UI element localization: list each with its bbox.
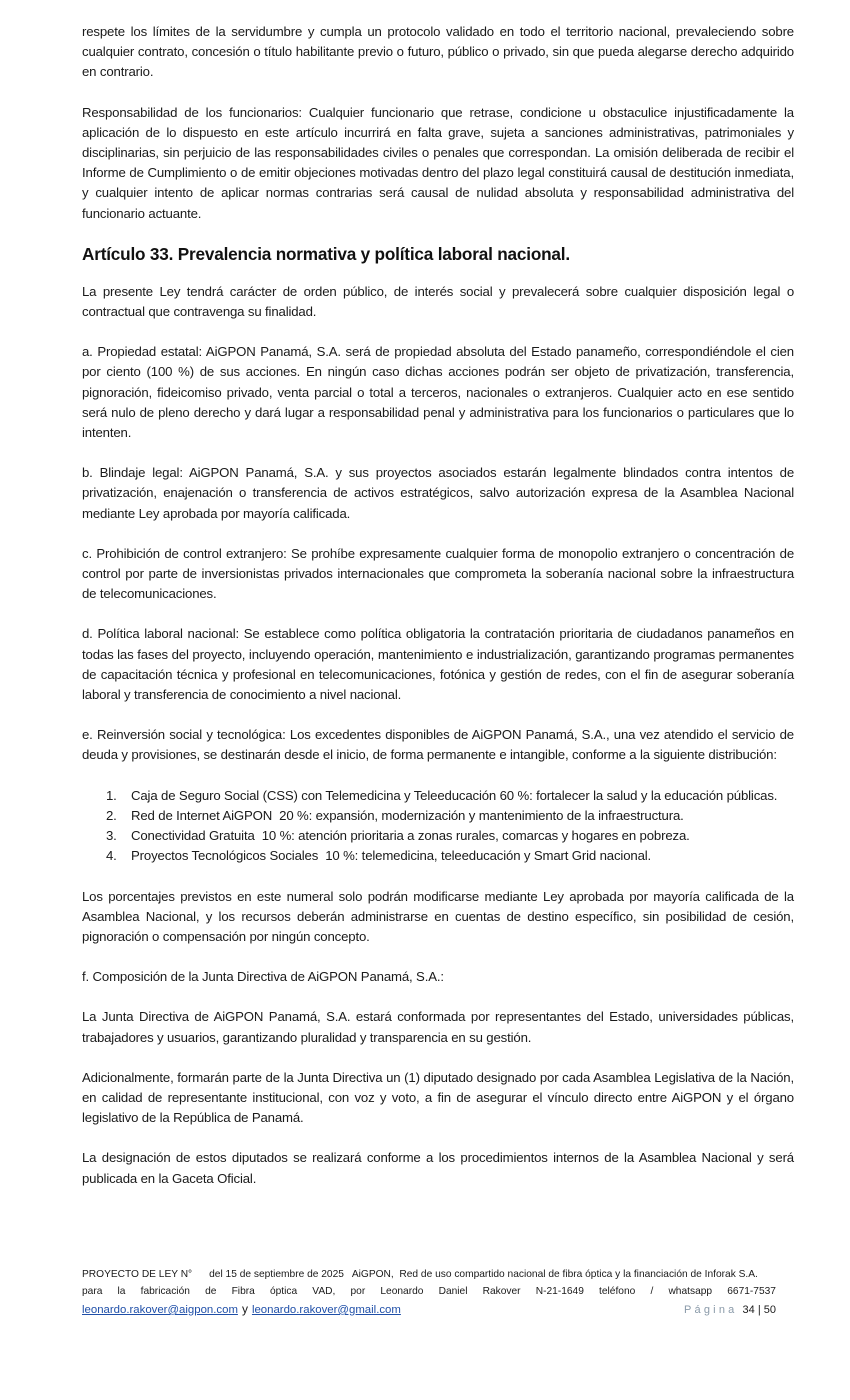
spacer: [82, 83, 794, 103]
footer-word: N-21-1649: [535, 1285, 584, 1297]
paragraph-responsabilidad: Responsabilidad de los funcionarios: Cualquier funcionario que retrase, condicione u obstaculice injustificadamente la aplicación de lo dispuesto en este artículo incurrirá en falta grave, sujeta a sanciones administrativas, patrimoniales y disciplinarias, sin perjuicio de las responsabilidades civiles o penales que correspondan. La omisión deliberada de recibir el Informe de Cumplimiento o de emitir objeciones motivadas dentro del plazo legal constituirá causal de destitución inmediata, y cualquier intento de aplicar normas contrarias será causal de nulidad absoluta y responsabilidad administrativa del funcionario actuante.: [82, 104, 794, 221]
footer-word: 6671-7537: [727, 1285, 776, 1297]
footer-word: Daniel: [438, 1285, 468, 1297]
list-item: [82, 786, 794, 806]
list-item-text: Caja de Seguro Social (CSS) con Telemedicina y Teleeducación 60 %: fortalecer la salud y la educación públicas.: [131, 787, 778, 803]
junta-composition: La Junta Directiva de AiGPON Panamá, S.A. estará conformada por representantes del Estado, universidades públicas, trabajadores y usuarios, garantizando pluralidad y transparencia en su gestión.: [82, 1009, 794, 1045]
footer-word: Rakover: [482, 1285, 521, 1297]
email-link-aigpon[interactable]: leonardo.rakover@aigpon.com: [82, 1304, 238, 1316]
page-total: 50: [763, 1304, 776, 1316]
section-f-junta-directiva: f. Composición de la Junta Directiva de AiGPON Panamá, S.A.:: [82, 969, 444, 985]
footer-word: por: [350, 1285, 366, 1297]
email-separator: y: [241, 1302, 248, 1316]
footer-project-line: PROYECTO DE LEY N° del 15 de septiembre de 2025 AiGPON, Red de uso compartido nacional de fibra óptica y la financiación de Inforak S.A.: [82, 1269, 758, 1280]
list-item-text: Proyectos Tecnológicos Sociales 10 %: telemedicina, teleeducación y Smart Grid nacional.: [131, 848, 652, 864]
footer-author-line: [82, 1284, 776, 1301]
page-label: Página: [684, 1304, 738, 1316]
paragraph-servidumbre: respete los límites de la servidumbre y cumpla un protocolo validado en todo el territorio nacional, prevaleciendo sobre cualquier contrato, concesión o título habilitante previo o futuro, público o privado, sin que pueda alegarse derecho adquirido en contrario.: [82, 24, 794, 80]
footer-emails: [82, 1301, 401, 1320]
spacer: [82, 766, 794, 786]
page-divider: |: [757, 1304, 761, 1316]
footer-word: whatsapp: [668, 1285, 713, 1297]
spacer: [82, 705, 794, 725]
spacer: [82, 604, 794, 624]
document-page: [82, 22, 794, 1189]
section-c-control-extranjero: c. Prohibición de control extranjero: Se prohíbe expresamente cualquier forma de monopolio extranjero o concentración de control por parte de inversionistas privados internacionales que comprometa la soberanía nacional sobre la infraestructura de telecomunicaciones.: [82, 545, 794, 602]
footer-word: la: [117, 1285, 126, 1297]
list-item-text: Red de Internet AiGPON 20 %: expansión, modernización y mantenimiento de la infraestructura.: [131, 807, 684, 823]
junta-designacion: La designación de estos diputados se realizará conforme a los procedimientos internos de la Asamblea Nacional y será publicada en la Gaceta Oficial.: [82, 1150, 794, 1186]
spacer: [82, 322, 794, 342]
spacer: [82, 867, 794, 887]
footer-word: fabricación: [140, 1285, 190, 1297]
spacer: [82, 1128, 794, 1148]
list-item: [82, 806, 794, 826]
article-intro: La presente Ley tendrá carácter de orden público, de interés social y prevalecerá sobre cualquier disposición legal o contractual que contravenga su finalidad.: [82, 283, 794, 320]
distribution-list: [82, 786, 794, 867]
spacer: [82, 524, 794, 544]
list-item-number: 1.: [106, 787, 117, 803]
footer-word: para: [82, 1285, 103, 1297]
footer-word: VAD,: [312, 1285, 336, 1297]
spacer: [82, 947, 794, 967]
footer-word: Leonardo: [380, 1285, 424, 1297]
spacer: [82, 1048, 794, 1068]
spacer: [82, 224, 794, 242]
footer-contact-row: [82, 1301, 776, 1320]
list-item-number: 3.: [106, 828, 117, 844]
junta-diputados: Adicionalmente, formarán parte de la Junta Directiva un (1) diputado designado por cada Asamblea Legislativa de la Nación, en calidad de representante institucional, con voz y voto, a fin de asegurar el vínculo directo entre AiGPON y el órgano legislativo de la República de Panamá.: [82, 1069, 794, 1126]
page-current: 34: [742, 1304, 755, 1316]
section-b-blindaje-legal: b. Blindaje legal: AiGPON Panamá, S.A. y sus proyectos asociados estarán legalmente blindados contra intentos de privatización, enajenación o transferencia de activos estratégicos, salvo autorización expresa de la Asamblea Nacional mediante Ley aprobada por mayoría calificada.: [82, 465, 794, 521]
list-item-number: 4.: [106, 848, 117, 864]
section-d-politica-laboral: d. Política laboral nacional: Se establece como política obligatoria la contratación prioritaria de ciudadanos panameños en todas las fases del proyecto, incluyendo operación, mantenimiento e industrialización, garantizando programas permanentes de capacitación técnica y profesional en telecomunicaciones, fotónica y gestión de redes, con el fin de asegurar soberanía laboral y transferencia de conocimiento a nivel nacional.: [82, 626, 794, 703]
spacer: [82, 266, 794, 282]
footer-word: de: [205, 1285, 217, 1297]
list-item: [82, 846, 794, 866]
footer-word: óptica: [269, 1285, 298, 1297]
footer-word: Fibra: [231, 1285, 255, 1297]
footer-word: /: [650, 1285, 654, 1297]
list-item: [82, 826, 794, 846]
list-item-text: Conectividad Gratuita 10 %: atención prioritaria a zonas rurales, comarcas y hogares en pobreza.: [131, 828, 690, 844]
spacer: [82, 443, 794, 463]
article-heading: Artículo 33. Prevalencia normativa y política laboral nacional.: [82, 243, 570, 264]
email-link-gmail[interactable]: leonardo.rakover@gmail.com: [251, 1304, 401, 1316]
spacer: [82, 987, 794, 1007]
page-number: [684, 1302, 776, 1319]
percentages-note: Los porcentajes previstos en este numeral solo podrán modificarse mediante Ley aprobada por mayoría calificada de la Asamblea Nacional, y los recursos deberán administrarse en cuentas de destino específico, sin posibilidad de cesión, pignoración o compensación por ningún concepto.: [82, 888, 794, 944]
list-item-number: 2.: [106, 807, 117, 823]
footer-word: teléfono: [599, 1285, 636, 1297]
section-e-reinversion: e. Reinversión social y tecnológica: Los excedentes disponibles de AiGPON Panamá, S.A., una vez atendido el servicio de deuda y provisiones, se destinarán desde el inicio, de forma permanente e intangible, conforme a la siguiente distribución:: [82, 727, 794, 763]
section-a-propiedad-estatal: a. Propiedad estatal: AiGPON Panamá, S.A. será de propiedad absoluta del Estado panameño, correspondiéndole el cien por ciento (100 %) de sus acciones. En ningún caso dichas acciones podrán ser objeto de privatización, transferencia, pignoración, fideicomiso privado, venta parcial o total a terceros, nacionales o extranjeros. Cualquier acto en ese sentido será nulo de pleno derecho y dará lugar a responsabilidad penal y administrativa para los funcionarios o particulares que lo intenten.: [82, 344, 794, 441]
page-footer: [82, 1267, 776, 1320]
